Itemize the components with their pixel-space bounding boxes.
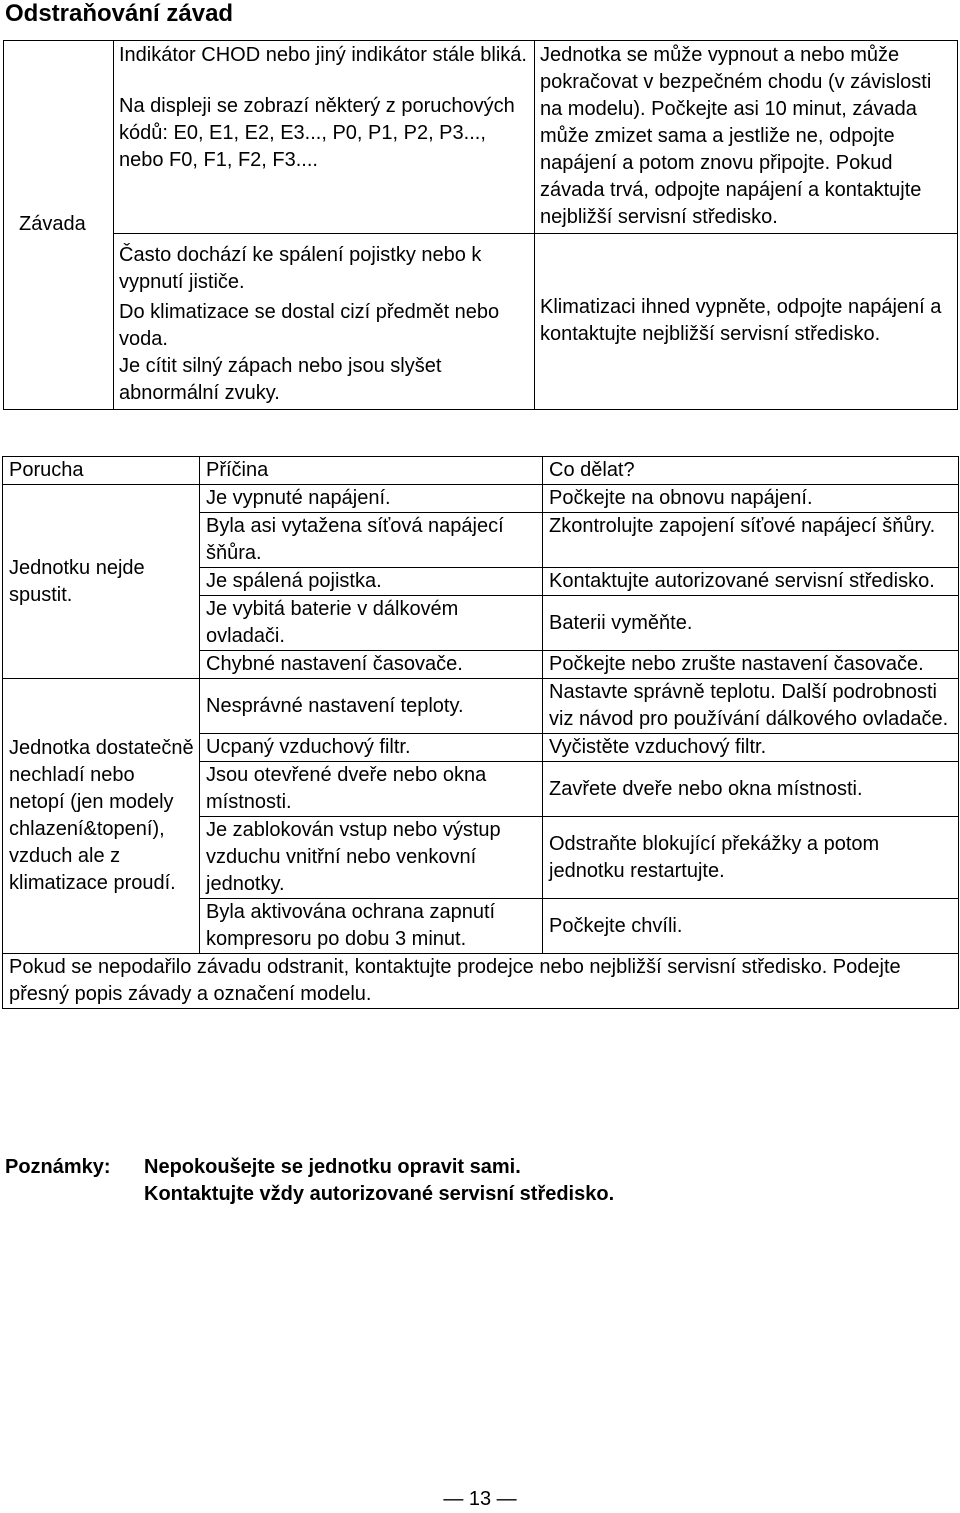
cause-cell: Je vybitá baterie v dálkovém ovladači. xyxy=(200,596,543,651)
fault-action xyxy=(535,41,958,234)
cause-cell: Chybné nastavení časovače. xyxy=(200,651,543,679)
action-cell: Zavřete dveře nebo okna místnosti. xyxy=(543,762,959,817)
action-cell: Odstraňte blokující překážky a potom jednotku restartujte. xyxy=(543,817,959,899)
action-cell: Vyčistěte vzduchový filtr. xyxy=(543,734,959,762)
cause-text: Indikátor CHOD nebo jiný indikátor stále bliká. xyxy=(119,44,527,66)
action-cell: Baterii vyměňte. xyxy=(543,596,959,651)
action-cell: Zkontrolujte zapojení síťové napájecí šňůry. xyxy=(543,513,959,568)
footer-note: Pokud se nepodařilo závadu odstranit, kontaktujte prodejce nebo nejbližší servisní středisko. Podejte přesný popis závady a označení modelu. xyxy=(3,954,959,1009)
header-cause: Příčina xyxy=(200,457,543,485)
cause-cell: Je vypnuté napájení. xyxy=(200,485,543,513)
action-cell: Počkejte nebo zrušte nastavení časovače. xyxy=(543,651,959,679)
header-problem: Porucha xyxy=(3,457,200,485)
action-cell: Počkejte na obnovu napájení. xyxy=(543,485,959,513)
troubleshooting-table xyxy=(2,456,959,1009)
fault-table xyxy=(3,40,958,410)
cause-text: Často dochází ke spálení pojistky nebo k vypnutí jističe. xyxy=(119,244,482,293)
cause-cell: Je zablokován vstup nebo výstup vzduchu vnitřní nebo venkovní jednotky. xyxy=(200,817,543,899)
notes-label: Poznámky: xyxy=(5,1156,111,1178)
cause-cell: Jsou otevřené dveře nebo okna místnosti. xyxy=(200,762,543,817)
fault-label: Závada xyxy=(4,41,114,410)
fault-action xyxy=(535,234,958,410)
action-text: Jednotka se může vypnout a nebo může pokračovat v bezpečném chodu (v závislosti na modelu). Počkejte asi 10 minut, závada může zmizet sama a jestliže ne, odpojte napájení a potom znovu připojte. Pokud závada trvá, odpojte napájení a kontaktujte nejbližší servisní středisko. xyxy=(540,44,932,228)
table-row xyxy=(3,485,959,513)
problem-cell: Jednotku nejde spustit. xyxy=(3,485,200,679)
action-text: Klimatizaci ihned vypněte, odpojte napájení a kontaktujte nejbližší servisní středisko. xyxy=(540,296,942,345)
cause-cell: Nesprávné nastavení teploty. xyxy=(200,679,543,734)
action-cell: Počkejte chvíli. xyxy=(543,899,959,954)
table-row xyxy=(3,679,959,734)
problem-cell: Jednotka dostatečně nechladí nebo netopí (jen modely chlazení&topení), vzduch ale z klimatizace proudí. xyxy=(3,679,200,954)
cause-text: Na displeji se zobrazí některý z poruchových kódů: E0, E1, E2, E3..., P0, P1, P2, P3..., nebo F0, F1, F2, F3.... xyxy=(119,95,515,171)
notes-line: Nepokoušejte se jednotku opravit sami. xyxy=(144,1156,521,1178)
fault-cause xyxy=(114,298,535,410)
action-cell: Kontaktujte autorizované servisní středisko. xyxy=(543,568,959,596)
cause-cell: Ucpaný vzduchový filtr. xyxy=(200,734,543,762)
header-action: Co dělat? xyxy=(543,457,959,485)
table-footer-row xyxy=(3,954,959,1009)
cause-cell: Byla asi vytažena síťová napájecí šňůra. xyxy=(200,513,543,568)
fault-cause xyxy=(114,234,535,299)
notes xyxy=(5,1154,614,1208)
cause-cell: Byla aktivována ochrana zapnutí kompresoru po dobu 3 minut. xyxy=(200,899,543,954)
table-header-row xyxy=(3,457,959,485)
page-number: — 13 — xyxy=(443,1488,517,1510)
cause-text: Do klimatizace se dostal cizí předmět nebo voda. xyxy=(119,301,500,350)
page-title: Odstraňování závad xyxy=(5,0,234,27)
cause-cell: Je spálená pojistka. xyxy=(200,568,543,596)
cause-text: Je cítit silný zápach nebo jsou slyšet abnormální zvuky. xyxy=(119,355,442,404)
fault-cause xyxy=(114,41,535,234)
notes-line: Kontaktujte vždy autorizované servisní středisko. xyxy=(144,1183,615,1205)
action-cell: Nastavte správně teplotu. Další podrobnosti viz návod pro používání dálkového ovladače. xyxy=(543,679,959,734)
